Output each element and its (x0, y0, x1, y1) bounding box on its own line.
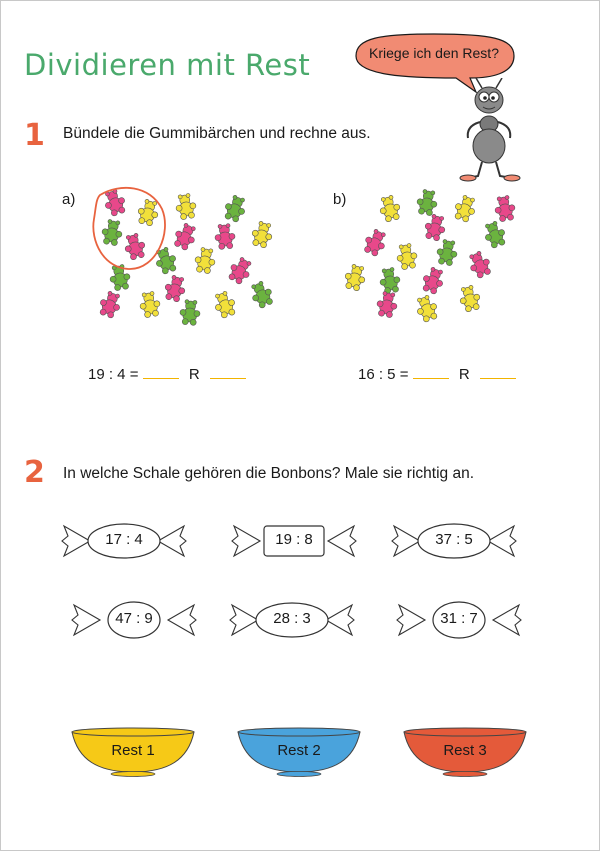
task2-number: 2 (24, 455, 45, 490)
gummy-bear (451, 193, 478, 223)
gummy-bear (419, 265, 446, 295)
equation-a (88, 364, 246, 383)
gummy-bear (481, 219, 508, 249)
gummy-bear (179, 299, 201, 326)
gummy-bear (435, 238, 459, 266)
gummy-bear (342, 263, 368, 292)
gummy-bear (193, 246, 217, 274)
gummy-bear (221, 193, 248, 223)
gummy-bear (465, 249, 494, 280)
ant-mascot-illustration (452, 78, 528, 189)
gummy-bear (415, 188, 439, 216)
gummy-bear (422, 213, 448, 242)
candy-label: 28 : 3 (273, 610, 311, 627)
bowl-label: Rest 2 (277, 742, 321, 759)
gummy-bear (152, 245, 179, 275)
gummy-bears-group-b (335, 185, 535, 335)
gummy-bear (361, 227, 390, 258)
bowl-label: Rest 3 (443, 742, 487, 759)
task2-instruction: In welche Schale gehören die Bonbons? Male sie richtig an. (63, 465, 475, 482)
gummy-bear (171, 221, 200, 252)
answer-blank-a-quotient[interactable] (143, 364, 179, 379)
gummy-bears-group-a (90, 185, 290, 335)
gummy-bear (249, 220, 275, 249)
gummy-bear (395, 242, 419, 270)
answer-blank-b-remainder[interactable] (480, 364, 516, 379)
answer-blank-a-remainder[interactable] (210, 364, 246, 379)
gummy-bear (122, 232, 148, 261)
gummy-bear (174, 192, 198, 220)
candy[interactable] (60, 518, 188, 564)
part-a-label: a) (62, 191, 76, 208)
page-title: Dividieren mit Rest (24, 48, 311, 82)
equation-b (358, 364, 516, 383)
equation-a-term: 19 : 4 = (88, 366, 139, 383)
candy[interactable] (230, 518, 358, 564)
candy[interactable] (390, 518, 518, 564)
part-b-label: b) (333, 191, 347, 208)
gummy-bear (378, 266, 402, 294)
gummy-bear (247, 279, 276, 310)
answer-blank-b-quotient[interactable] (413, 364, 449, 379)
equation-a-r: R (188, 366, 200, 383)
bowl (70, 726, 196, 778)
candy-label: 37 : 5 (435, 531, 473, 548)
gummy-bear (214, 223, 236, 250)
speech-bubble-text: Kriege ich den Rest? (369, 45, 499, 61)
gummy-bear (413, 293, 440, 323)
gummy-bear (493, 194, 517, 222)
candy[interactable] (395, 597, 523, 643)
candy-label: 47 : 9 (115, 610, 153, 627)
bowl-label: Rest 1 (111, 742, 155, 759)
speech-bubble (350, 32, 518, 80)
equation-b-r: R (458, 366, 470, 383)
gummy-bear (100, 218, 124, 246)
bowl (236, 726, 362, 778)
gummy-bear (211, 289, 238, 319)
candy-label: 19 : 8 (275, 531, 313, 548)
task1-number: 1 (24, 118, 45, 153)
gummy-bear (225, 255, 255, 287)
gummy-bear (377, 194, 403, 223)
candy[interactable] (70, 597, 198, 643)
gummy-bear (162, 274, 188, 303)
candy[interactable] (228, 597, 356, 643)
gummy-bear (375, 290, 399, 318)
gummy-bear (138, 290, 162, 318)
gummy-bear (457, 284, 483, 313)
candy-label: 17 : 4 (105, 531, 143, 548)
gummy-bear (96, 289, 123, 319)
bowl (402, 726, 528, 778)
bundle-circle (93, 188, 165, 269)
candy-label: 31 : 7 (440, 610, 478, 627)
equation-b-term: 16 : 5 = (358, 366, 409, 383)
task1-instruction: Bündele die Gummibärchen und rechne aus. (63, 125, 371, 142)
